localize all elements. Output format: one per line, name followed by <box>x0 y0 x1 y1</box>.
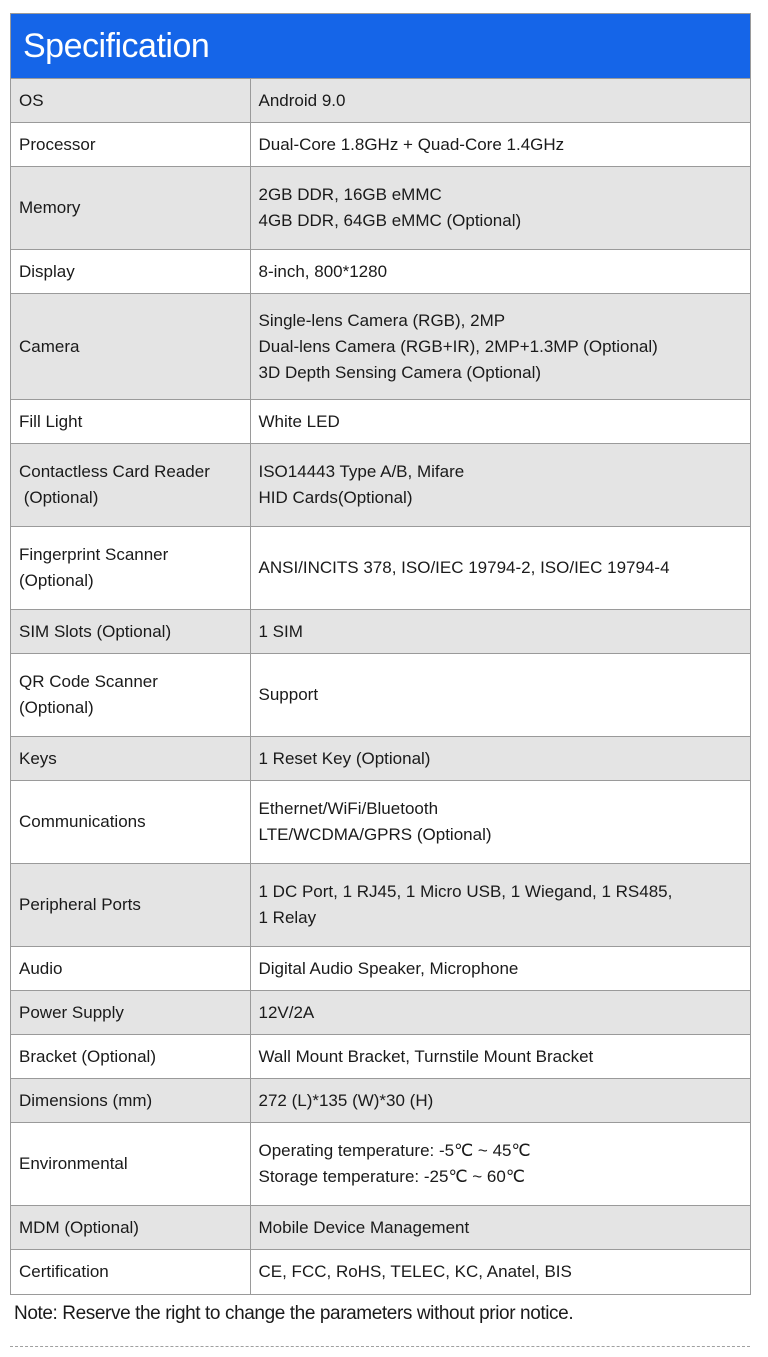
spec-value <box>250 1206 750 1250</box>
spec-value-line: White LED <box>258 411 340 431</box>
spec-row <box>11 864 750 947</box>
spec-label-line: (Optional) <box>19 571 94 590</box>
spec-value-line: Mobile Device Management <box>258 1217 470 1237</box>
spec-label-line: Fingerprint Scanner <box>19 545 169 564</box>
spec-value-line: 1 SIM <box>258 621 303 641</box>
spec-value <box>250 610 750 654</box>
spec-label <box>11 400 250 444</box>
spec-row <box>11 1035 750 1079</box>
spec-label-line: Camera <box>19 336 80 356</box>
spec-label-line: Keys <box>19 748 57 768</box>
spec-row <box>11 610 750 654</box>
spec-value-line: CE, FCC, RoHS, TELEC, KC, Anatel, BIS <box>258 1261 572 1281</box>
spec-label-line: Communications <box>19 812 146 831</box>
spec-row <box>11 991 750 1035</box>
spec-value <box>250 294 750 400</box>
spec-value-line: Android 9.0 <box>258 90 346 110</box>
spec-table-panel <box>10 13 751 1295</box>
spec-row <box>11 527 750 610</box>
spec-label-line: SIM Slots (Optional) <box>19 621 172 641</box>
spec-label-line: Power Supply <box>19 1002 124 1022</box>
spec-value <box>250 527 750 610</box>
spec-label-line: Peripheral Ports <box>19 895 141 914</box>
spec-value-line: Single-lens Camera (RGB), 2MP <box>258 310 506 330</box>
spec-value-line: ANSI/INCITS 378, ISO/IEC 19794-2, ISO/IEC 19794-4 <box>258 558 670 577</box>
spec-row <box>11 947 750 991</box>
spec-value <box>250 737 750 781</box>
spec-value <box>250 444 750 527</box>
spec-value-line: LTE/WCDMA/GPRS (Optional) <box>258 825 492 844</box>
spec-row <box>11 781 750 864</box>
spec-value <box>250 1123 750 1206</box>
spec-label <box>11 1206 250 1250</box>
spec-row <box>11 654 750 737</box>
spec-label <box>11 737 250 781</box>
spec-label <box>11 864 250 947</box>
spec-label <box>11 781 250 864</box>
spec-label <box>11 167 250 250</box>
spec-label <box>11 444 250 527</box>
spec-value <box>250 1079 750 1123</box>
spec-table <box>11 78 750 1294</box>
spec-value <box>250 1250 750 1294</box>
spec-value-line: Dual-Core 1.8GHz + Quad-Core 1.4GHz <box>258 134 565 154</box>
spec-row <box>11 1123 750 1206</box>
spec-label <box>11 1035 250 1079</box>
spec-label <box>11 294 250 400</box>
spec-value <box>250 947 750 991</box>
spec-label-line: MDM (Optional) <box>19 1217 139 1237</box>
spec-value-line: 12V/2A <box>258 1002 315 1022</box>
spec-value <box>250 991 750 1035</box>
spec-label-line: (Optional) <box>19 488 99 507</box>
spec-value-line: ISO14443 Type A/B, Mifare <box>258 462 465 481</box>
spec-value-line: 2GB DDR, 16GB eMMC <box>258 185 442 204</box>
spec-value <box>250 654 750 737</box>
spec-value-line: Digital Audio Speaker, Microphone <box>258 958 519 978</box>
spec-value-line: HID Cards(Optional) <box>258 488 413 507</box>
spec-value-line: 4GB DDR, 64GB eMMC (Optional) <box>258 211 522 230</box>
spec-row <box>11 250 750 294</box>
spec-label-line: Contactless Card Reader <box>19 462 210 481</box>
spec-row <box>11 444 750 527</box>
spec-label <box>11 991 250 1035</box>
spec-label-line: QR Code Scanner <box>19 672 158 691</box>
spec-header <box>11 14 750 78</box>
spec-row <box>11 294 750 400</box>
page-title: Specification <box>23 26 210 65</box>
spec-value <box>250 1035 750 1079</box>
spec-value <box>250 864 750 947</box>
spec-value-line: Ethernet/WiFi/Bluetooth <box>258 799 439 818</box>
spec-value <box>250 781 750 864</box>
spec-row <box>11 1079 750 1123</box>
spec-label <box>11 123 250 167</box>
spec-value <box>250 79 750 123</box>
footnote: Note: Reserve the right to change the parameters without prior notice. <box>14 1303 574 1324</box>
spec-label-line: OS <box>19 90 44 110</box>
spec-row <box>11 400 750 444</box>
dashed-divider <box>10 1346 750 1347</box>
spec-value-line: Operating temperature: -5℃ ~ 45℃ <box>258 1141 531 1160</box>
spec-label-line: Dimensions (mm) <box>19 1090 153 1110</box>
spec-row <box>11 1206 750 1250</box>
spec-value-line: Wall Mount Bracket, Turnstile Mount Bracket <box>258 1046 594 1066</box>
spec-value <box>250 400 750 444</box>
spec-value-line: Storage temperature: -25℃ ~ 60℃ <box>258 1167 525 1186</box>
spec-row <box>11 1250 750 1294</box>
spec-label <box>11 527 250 610</box>
spec-label <box>11 1250 250 1294</box>
spec-value-line: Dual-lens Camera (RGB+IR), 2MP+1.3MP (Optional) <box>258 336 658 356</box>
spec-value-line: 1 Relay <box>258 908 317 927</box>
spec-value-line: 1 Reset Key (Optional) <box>258 748 431 768</box>
spec-label-line: Memory <box>19 198 81 217</box>
spec-row <box>11 167 750 250</box>
spec-value-line: 1 DC Port, 1 RJ45, 1 Micro USB, 1 Wiegand, 1 RS485, <box>258 882 673 901</box>
spec-label <box>11 79 250 123</box>
spec-label-line: Bracket (Optional) <box>19 1046 156 1066</box>
spec-label-line: (Optional) <box>19 698 94 717</box>
spec-label-line: Processor <box>19 134 96 154</box>
spec-label <box>11 947 250 991</box>
spec-value-line: Support <box>258 685 319 704</box>
spec-label-line: Audio <box>19 958 63 978</box>
spec-value <box>250 250 750 294</box>
spec-label <box>11 1079 250 1123</box>
spec-label <box>11 250 250 294</box>
spec-row <box>11 123 750 167</box>
spec-value-line: 272 (L)*135 (W)*30 (H) <box>258 1090 434 1110</box>
spec-label <box>11 1123 250 1206</box>
spec-row <box>11 79 750 123</box>
spec-label-line: Environmental <box>19 1154 128 1173</box>
spec-value <box>250 167 750 250</box>
spec-label-line: Fill Light <box>19 411 83 431</box>
spec-value-line: 3D Depth Sensing Camera (Optional) <box>258 362 542 382</box>
spec-label <box>11 610 250 654</box>
spec-row <box>11 737 750 781</box>
spec-label-line: Display <box>19 261 75 281</box>
spec-label <box>11 654 250 737</box>
spec-label-line: Certification <box>19 1261 109 1281</box>
spec-value-line: 8-inch, 800*1280 <box>258 261 388 281</box>
spec-value <box>250 123 750 167</box>
